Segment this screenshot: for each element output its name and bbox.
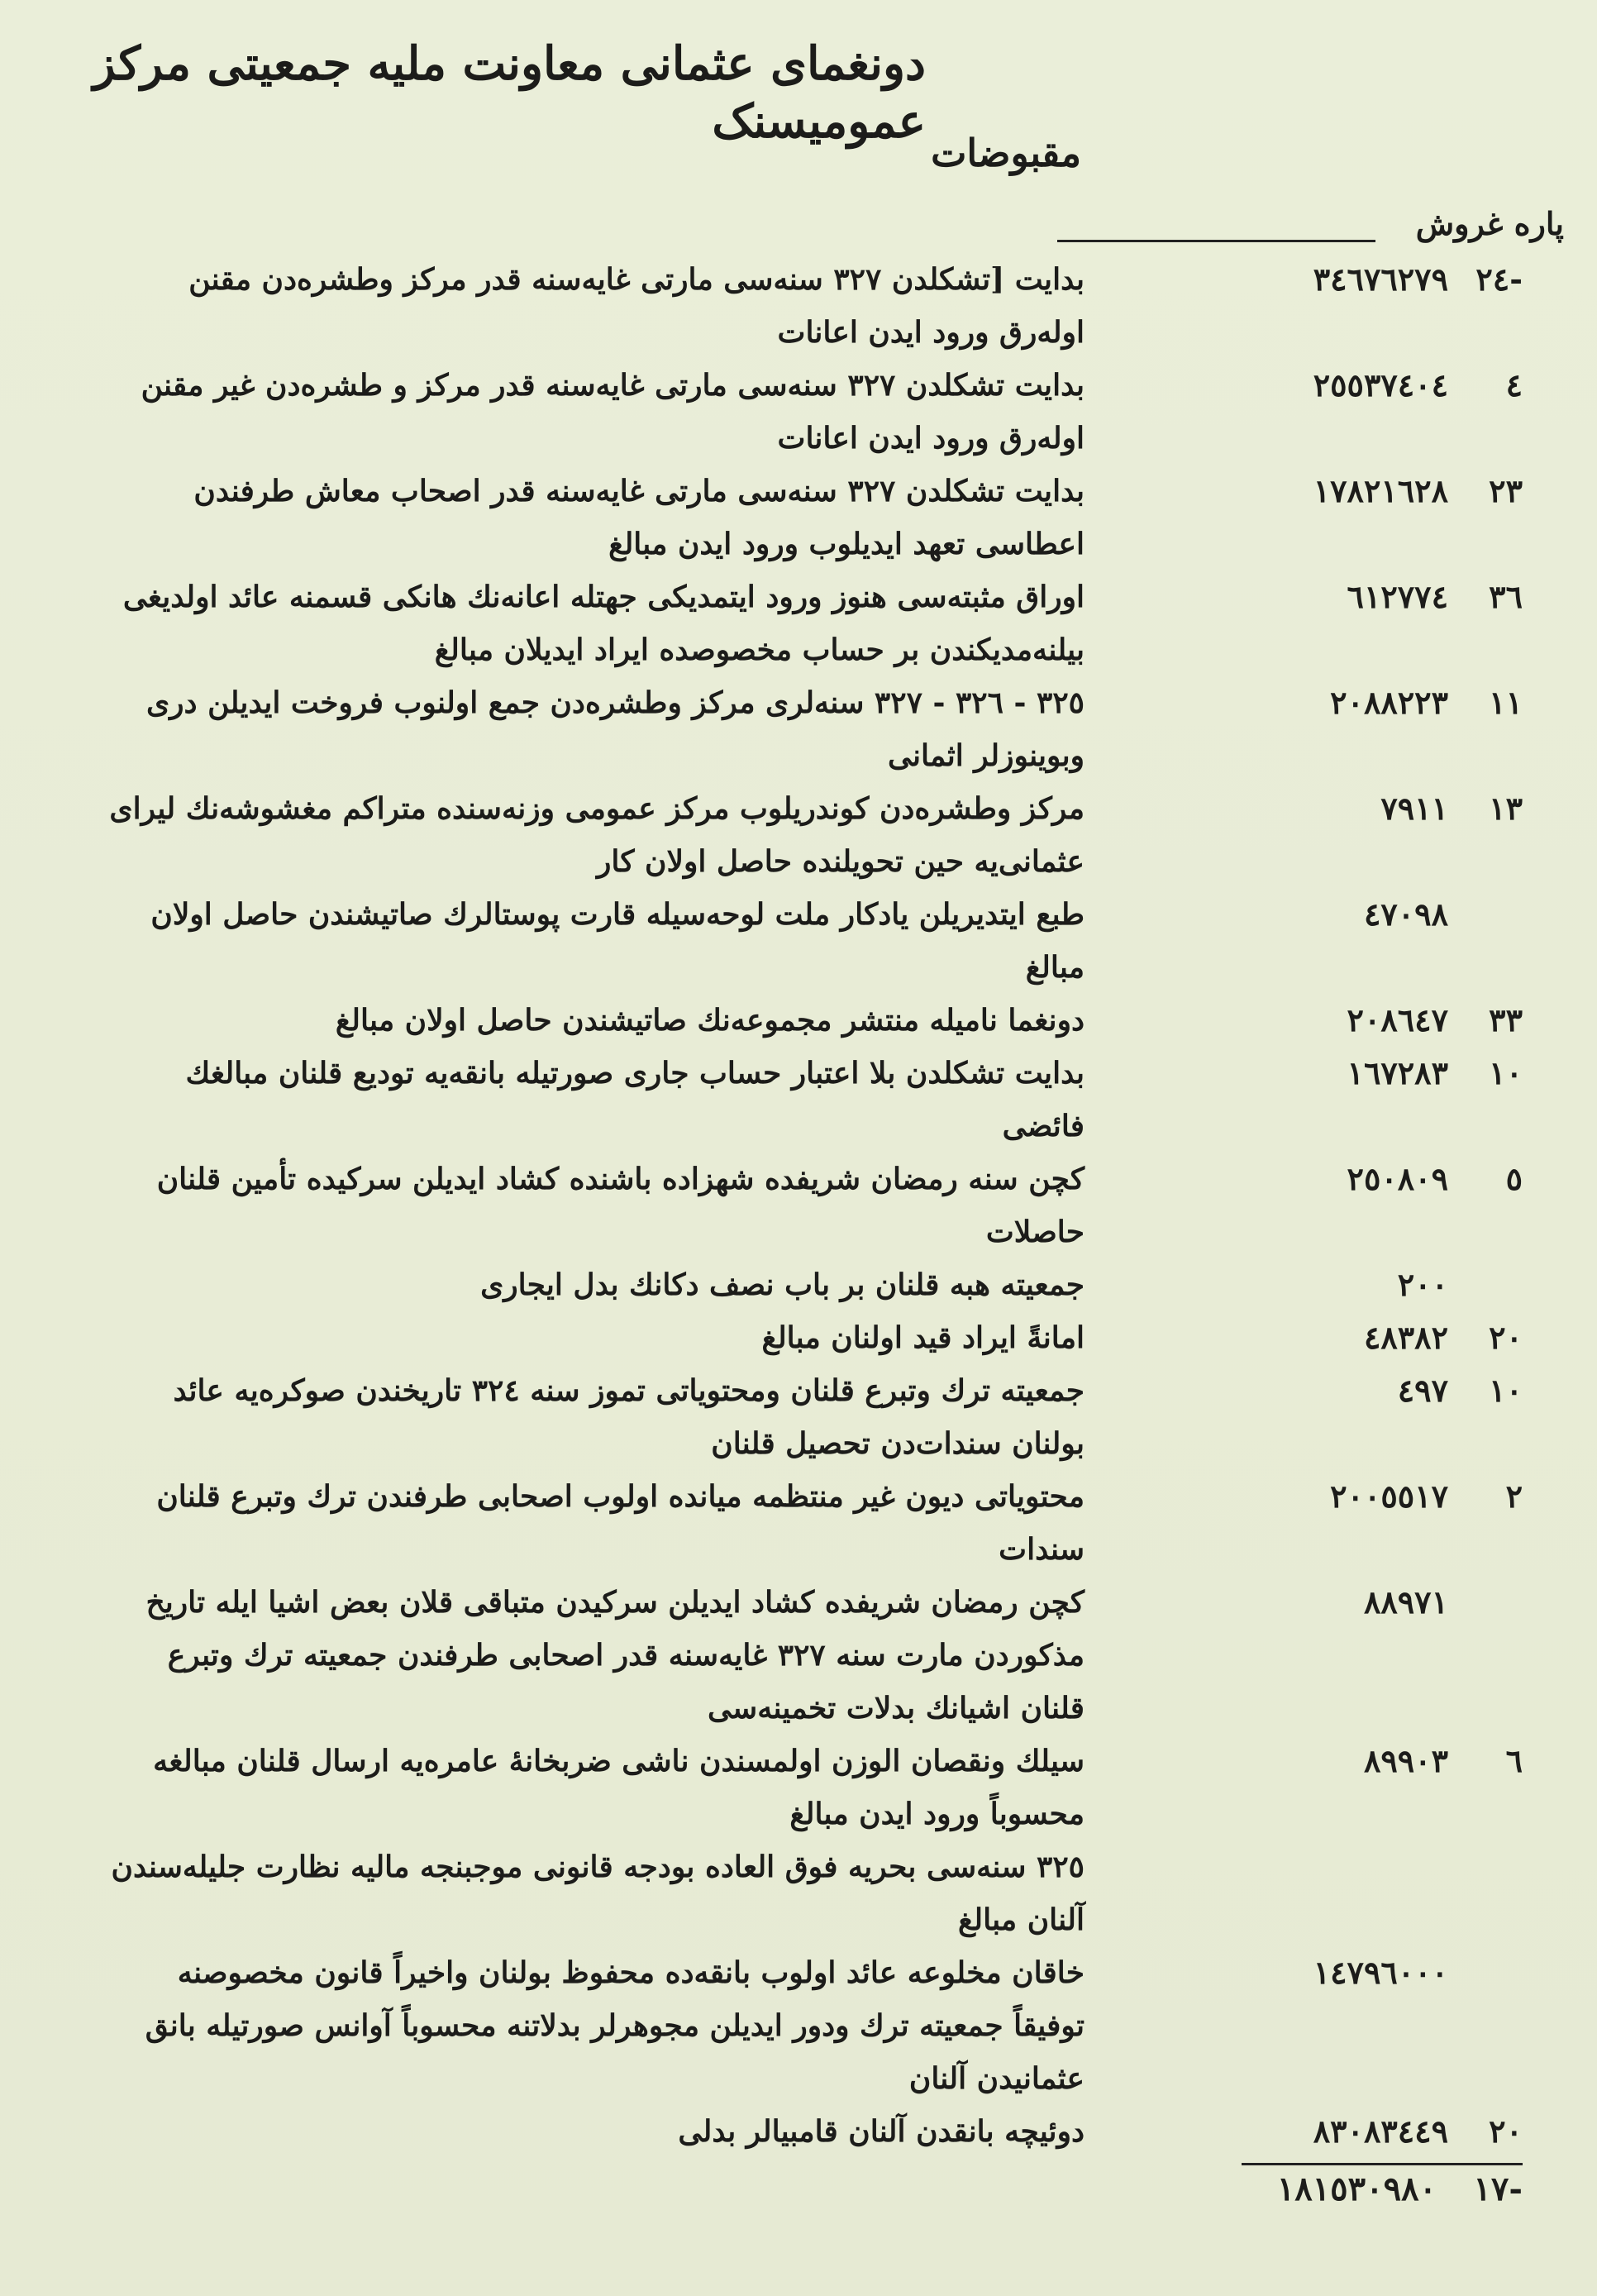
total-rule (1242, 2163, 1523, 2165)
row-gurush: ٤۹۷ (1397, 1372, 1448, 1409)
row-para: ۲۰ (1489, 2112, 1523, 2150)
ledger-row (0, 570, 1597, 676)
ledger-row (0, 253, 1597, 359)
row-description: جمعیته ترك وتبرع قلنان ومحتویاتی تموز سنه ۳۲٤ تاریخندن صوکره‌یه عائد بولنان سندات‌دن تحصیل قلنان (173, 1373, 1085, 1461)
row-amount (1151, 994, 1523, 1047)
row-description: کچن رمضان شریفده کشاد ایدیلن سرکیدن متباقی قلان بعض اشیا ایله تاریخ مذکوردن مارت سنه ۳۲۷ غایه‌سنه قدر اصحابی طرفندن جمعیته ترك وتبرع قلنان اشیانك بدلات تخمینه‌سی (145, 1585, 1085, 1726)
row-description: مرکز وطشره‌دن کوندریلوب مرکز عمومی وزنه‌سنده متراکم مغشوشه‌نك لیرای عثمانی‌یه حین تحویلنده حاصل اولان کار (109, 791, 1085, 879)
row-para: ٥ (1505, 1160, 1523, 1197)
ledger-row (0, 2105, 1597, 2158)
row-amount (1151, 1364, 1523, 1417)
grand-total (1151, 2170, 1523, 2208)
ledger-row (0, 994, 1597, 1047)
row-amount (1151, 1047, 1523, 1100)
row-para: ۲ (1505, 1477, 1523, 1515)
row-gurush: ۸۸۹۷۱ (1363, 1583, 1448, 1621)
ledger-row (0, 359, 1597, 465)
row-description: امانةً ایراد قید اولنان مبالغ (761, 1320, 1085, 1355)
row-amount (1151, 1840, 1523, 1893)
row-gurush: ۲۰۰ (1397, 1266, 1448, 1303)
total-para: -۱۷ (1473, 2170, 1523, 2208)
ledger-row (0, 1311, 1597, 1364)
row-gurush: ٤۷۰۹۸ (1363, 895, 1448, 933)
row-gurush: ۸۹۹۰۳ (1363, 1742, 1448, 1779)
row-para: -۲٤ (1475, 260, 1523, 298)
row-amount (1151, 1735, 1523, 1788)
ledger-row (0, 1047, 1597, 1153)
row-para: ۲۰ (1489, 1319, 1523, 1356)
ledger-row (0, 1470, 1597, 1576)
row-description: ۳۲٥ سنه‌سی بحریه فوق العاده بودجه قانونی موجبنجه مالیه نظارت جلیله‌سندن آلنان مبالغ (111, 1850, 1085, 1937)
row-amount (1151, 465, 1523, 518)
row-gurush: ۷۹۱۱ (1380, 790, 1448, 827)
ledger-row (0, 465, 1597, 570)
row-description: بدایت تشکلدن ۳۲۷ سنه‌سی مارتی غایه‌سنه قدر مرکز و طشره‌دن غیر مقنن اوله‌رق ورود ایدن اعانات (141, 368, 1085, 456)
row-amount (1151, 570, 1523, 623)
row-gurush: ۲٥۰۸۰۹ (1347, 1160, 1448, 1197)
ledger-row (0, 1258, 1597, 1311)
row-amount (1151, 1258, 1523, 1311)
ledger-row (0, 782, 1597, 888)
row-para: ۱۰ (1489, 1372, 1523, 1409)
row-gurush: ۲۰۰٥٥۱۷ (1330, 1477, 1448, 1515)
row-gurush: ۳٤٦٧٦۲۷۹ (1313, 260, 1448, 298)
row-amount (1151, 1576, 1523, 1629)
row-para: ۱۰ (1489, 1054, 1523, 1091)
row-amount (1151, 1311, 1523, 1364)
row-amount (1151, 676, 1523, 729)
row-amount (1151, 1153, 1523, 1205)
row-description: بدایت تشکلدن ۳۲۷ سنه‌سی مارتی غایه‌سنه قدر اصحاب معاش طرفندن اعطاسی تعهد ایدیلوب ورود ایدن مبالغ (193, 474, 1085, 561)
ledger-row (0, 1576, 1597, 1735)
row-amount (1151, 782, 1523, 835)
row-gurush: ۸۳۰۸۳٤٤۹ (1313, 2112, 1448, 2150)
ledger-row (0, 1153, 1597, 1258)
row-para: ۱۳ (1489, 790, 1523, 827)
row-description: ۳۲٥ - ۳۲٦ - ۳۲۷ سنه‌لری مرکز وطشره‌دن جمع اولنوب فروخت ایدیلن دری وبوینوزلر اثمانی (145, 685, 1085, 773)
row-gurush: ۱٦۷۲۸۳ (1347, 1054, 1448, 1091)
units-underline (1057, 240, 1375, 242)
row-gurush: ٤۸۳۸۲ (1363, 1319, 1448, 1356)
ledger-rows (0, 253, 1597, 2158)
ledger-row (0, 888, 1597, 994)
ledger-row (0, 1840, 1597, 1946)
row-amount (1151, 1946, 1523, 1999)
row-gurush: ۲۰۸٦٤۷ (1347, 1001, 1448, 1038)
row-amount (1151, 1470, 1523, 1523)
row-description: محتویاتی دیون غیر منتظمه میانده اولوب اصحابی طرفندن ترك وتبرع قلنان سندات (156, 1479, 1085, 1567)
row-para: ۳٦ (1489, 578, 1523, 615)
row-para: ٦ (1505, 1742, 1523, 1779)
row-description: سیلك ونقصان الوزن اولمسندن ناشی ضربخانهٔ عامره‌یه ارسال قلنان مبالغه محسوباً ورود ایدن مبالغ (153, 1744, 1085, 1831)
row-gurush: ۲٥٥۳۷٤۰٤ (1313, 366, 1448, 403)
row-description: بدایت [تشکلدن ۳۲۷ سنه‌سی مارتی غایه‌سنه قدر مرکز وطشره‌دن مقنن اوله‌رق ورود ایدن اعانات (188, 262, 1085, 350)
row-gurush: ۱۷۸۲۱٦۲۸ (1313, 472, 1448, 509)
ledger-row (0, 1364, 1597, 1470)
page-title: دونغمای عثمانی معاونت ملیه جمعیتی مرکز عمومیسنک (93, 36, 926, 149)
row-para: ۳۳ (1489, 1001, 1523, 1038)
row-description: کچن سنه رمضان شریفده شهزاده باشنده کشاد ایدیلن سرکیده تأمین قلنان حاصلات (156, 1162, 1085, 1249)
row-description: جمعیته هبه قلنان بر باب نصف دکانك بدل ایجاری (480, 1267, 1085, 1302)
row-gurush: ۱٤۷۹٦۰۰۰ (1313, 1954, 1448, 1991)
ledger-row (0, 1735, 1597, 1840)
row-description: دوئیچه بانقدن آلنان قامبیالر بدلی (678, 2114, 1085, 2149)
units-header: پاره غروش (1415, 205, 1564, 242)
ledger-row (0, 1946, 1597, 2105)
row-amount (1151, 2105, 1523, 2158)
row-description: اوراق مثبته‌سی هنوز ورود ایتمدیکی جهتله اعانه‌نك هانکی قسمنه عائد اولدیغی بیلنه‌مدیکندن بر حساب مخصوصده ایراد ایدیلان مبالغ (122, 580, 1085, 667)
row-amount (1151, 888, 1523, 941)
row-para: ٤ (1505, 366, 1523, 403)
section-heading: مقبوضات (931, 131, 1081, 175)
row-amount (1151, 359, 1523, 412)
row-description: خاقان مخلوعه عائد اولوب بانقه‌ده محفوظ بولنان واخیراً قانون مخصوصنه توفیقاً جمعیته ترك ودور ایدیلن مجوهرلر بدلاتنه محسوباً آوانس صورتیله بانق عثمانیدن آلنان (145, 1955, 1085, 2096)
row-gurush: ٦۱۲۷۷٤ (1347, 578, 1448, 615)
row-gurush: ۲۰۸۸۲۲۳ (1330, 684, 1448, 721)
row-para: ۲۳ (1489, 472, 1523, 509)
row-description: طبع ایتدیریلن یادکار ملت لوحه‌سیله قارت پوستالرك صاتیشندن حاصل اولان مبالغ (150, 897, 1085, 985)
row-description: بدایت تشکلدن بلا اعتبار حساب جاری صورتیله بانقه‌یه تودیع قلنان مبالغك فائضی (185, 1056, 1085, 1143)
row-amount (1151, 253, 1523, 306)
row-description: دونغما نامیله منتشر مجموعه‌نك صاتیشندن حاصل اولان مبالغ (335, 1003, 1085, 1038)
ledger-row (0, 676, 1597, 782)
row-para: ۱۱ (1489, 684, 1523, 721)
total-gurush: ۱۸۱٥۳۰۹۸۰ (1276, 2170, 1437, 2208)
